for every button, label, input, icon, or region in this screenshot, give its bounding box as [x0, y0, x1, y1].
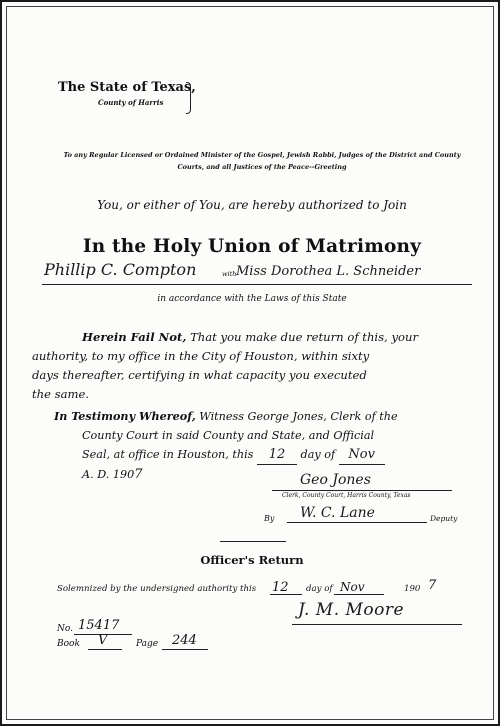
solemnized-year-prefix: 190 [404, 584, 421, 594]
groom-name-handwritten: Phillip C. Compton [44, 260, 197, 279]
page-line [162, 649, 208, 650]
laws-line: in accordance with the Laws of this State [157, 294, 347, 304]
clerk-signature-line [272, 490, 452, 491]
officiant-signature-line [292, 624, 462, 625]
header-bracket [186, 82, 191, 114]
record-number-label: No. [57, 624, 73, 634]
page-label: Page [136, 639, 159, 649]
deputy-signature-line [287, 522, 427, 523]
book-label: Book [57, 639, 80, 649]
testimony-lead: In Testimony Whereof, [54, 409, 196, 423]
herein-line-3: days thereafter, certifying in what capacity you executed [32, 368, 367, 382]
herein-line-4: the same. [32, 387, 90, 401]
testimony-line-4 [82, 465, 474, 484]
solemnized-month-line [334, 594, 384, 595]
page-value-handwritten: 244 [172, 633, 197, 648]
testimony-year-prefix: A. D. 190 [82, 468, 135, 481]
with-word: with [222, 270, 237, 278]
county-label: County of Harris [98, 98, 164, 107]
addressee-text: To any Regular Licensed or Ordained Minister of the Gospel, Jewish Rabbi, Judges of the District and County Courts, and all Justices of the Peace--Greeting [63, 151, 461, 171]
testimony-line-2: County Court in said County and State, and Official [82, 429, 375, 442]
bride-name-handwritten: Miss Dorothea L. Schneider [236, 264, 421, 279]
officers-return-heading: Officer's Return [200, 553, 304, 567]
deputy-label: Deputy [430, 514, 458, 523]
testimony-day-handwritten: 12 [257, 445, 297, 465]
book-value-handwritten: V [98, 633, 108, 648]
testimony-line-3b: day of [300, 448, 336, 461]
record-number-handwritten: 15417 [78, 618, 120, 633]
testimony-line-3 [82, 445, 474, 465]
herein-line-1: That you make due return of this, your [190, 330, 418, 344]
solemnized-year-handwritten: 7 [428, 578, 437, 593]
testimony-line-1: Witness George Jones, Clerk of the [199, 410, 398, 423]
clerk-title: Clerk, County Court, Harris County, Texas [282, 492, 411, 499]
clerk-signature: Geo Jones [300, 472, 371, 488]
herein-paragraph [32, 328, 472, 404]
officiant-signature: J. M. Moore [298, 600, 405, 620]
solemnized-day-line [270, 594, 302, 595]
deputy-signature: W. C. Lane [300, 505, 375, 521]
solemnized-month-handwritten: Nov [340, 580, 365, 594]
solemnized-text: Solemnized by the undersigned authority this [57, 584, 257, 594]
testimony-year-handwritten: 7 [134, 467, 143, 482]
solemnized-day-word: day of [306, 584, 333, 594]
herein-line-2: authority, to my office in the City of Houston, within sixty [32, 349, 370, 363]
testimony-month-handwritten: Nov [339, 445, 385, 465]
by-label: By [264, 514, 275, 523]
testimony-line-3a: Seal, at office in Houston, this [82, 448, 254, 461]
state-title: The State of Texas, [58, 80, 196, 95]
names-underline [42, 284, 472, 285]
union-heading: In the Holy Union of Matrimony [82, 236, 422, 257]
herein-lead: Herein Fail Not, [82, 330, 187, 344]
book-line [88, 649, 122, 650]
section-divider [220, 541, 286, 542]
authorization-text: You, or either of You, are hereby authorized to Join [97, 198, 407, 212]
testimony-paragraph [54, 407, 474, 484]
solemnized-day-handwritten: 12 [272, 580, 289, 595]
